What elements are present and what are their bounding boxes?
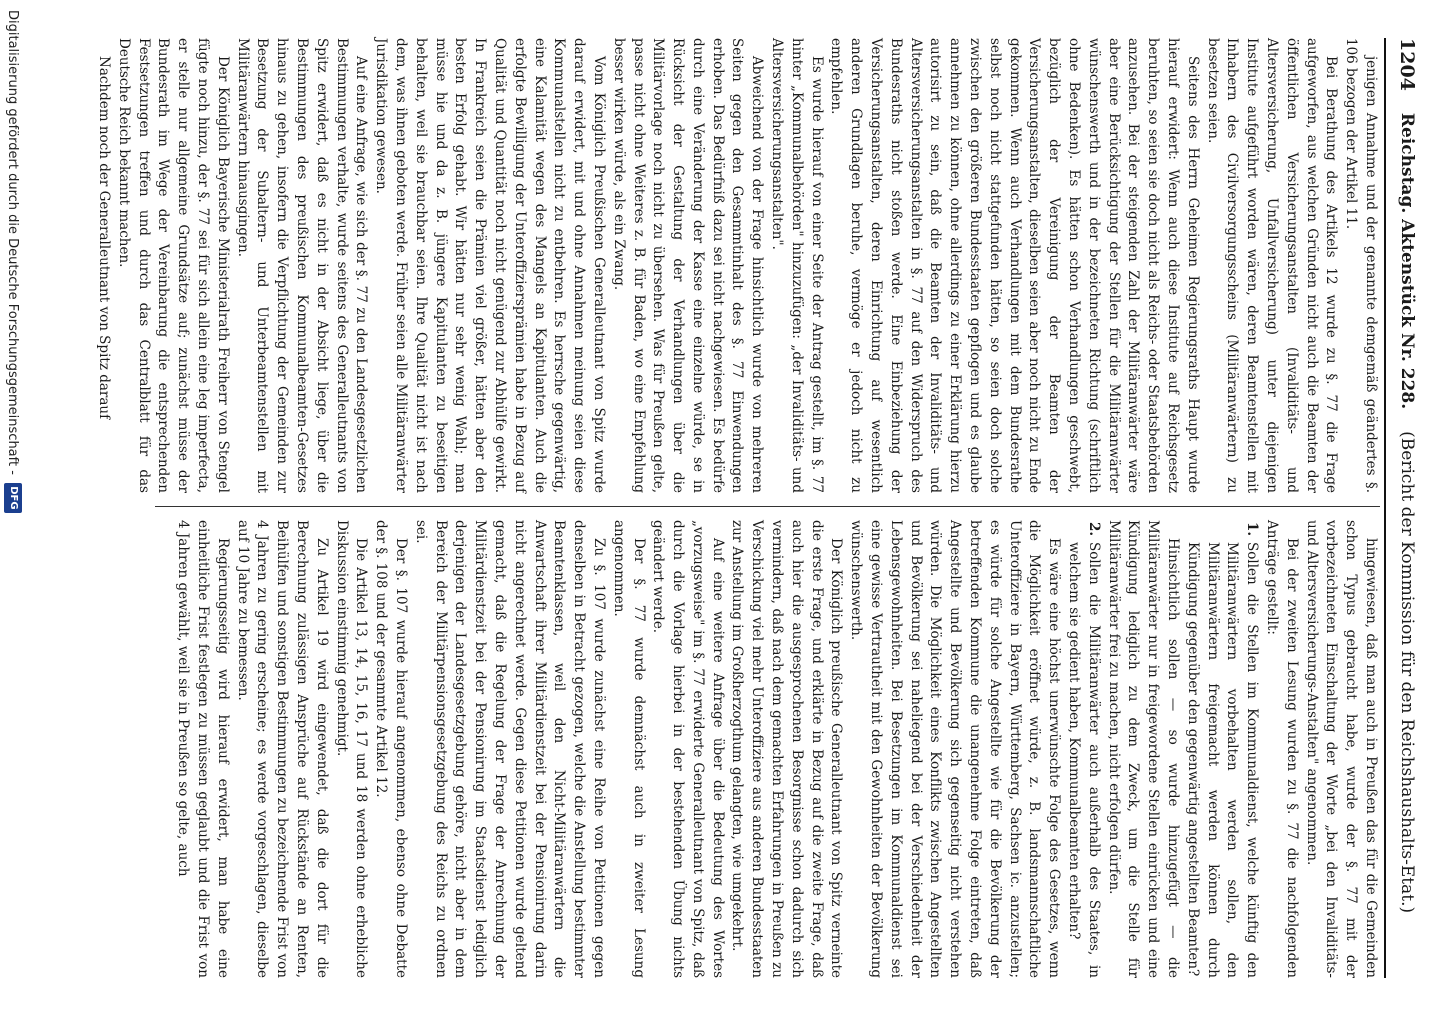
item-text: Sollen die Militäranwärter auch außerhalb des Staates, in welchem sie gedient haben, Kommunalbeamten erhalten? xyxy=(1066,542,1102,978)
paragraph: Die Artikel 13, 14, 15, 16, 17 und 18 werden ohne erhebliche Diskussion einstimmig genehmigt. xyxy=(333,520,370,978)
numbered-question xyxy=(1182,520,1261,978)
digitization-credit xyxy=(0,0,26,1010)
paragraph: Abweichend von der Frage hinsichtlich wurde von mehreren Seiten gegen den Gesammtinhalt des §. 77 Einwendungen erhoben. Das Bedürfniß dazu sei nicht nachgewiesen. Es bedürfe durch eine Veränderung der Kasse eine einzelne würde, se in Rücksicht der Gestaltung der Verhandlungen über die Militärvorlage noch nicht zu übersehen. Was für Preußen gelte, passe nicht ohne Weiteres z. B. für Baden, wo eine Empfehlung besser wirken würde, als ein Zwang. xyxy=(610,38,766,493)
header-rule xyxy=(1384,38,1386,978)
dfg-logo: DFG xyxy=(4,483,22,513)
paragraph: Zu §. 107 wurde zunächst eine Reihe von Petitionen gegen denselben in Betracht gezogen, welche die Anstellung bestimmter Beamtenklassen, weil den Nicht-Militäranwärtern die Anwartschaft ihrer Militärdienstzeit bei der Pensionirung darin nicht angerechnet werde. Gegen diese Petitionen wurde geltend gemacht, daß die Regelung der Frage der Anrechnung der Militärdienstzeit bei der Pensionirung im Staatsdienst lediglich derjenigen der Landesgesetzgebung gehöre, nicht aber in dem Bereich der Militärpensionsgesetzgebung des Reichs zu ordnen sei. xyxy=(412,520,607,978)
paragraph: Der §. 77 wurde demnächst auch in zweiter Lesung angenommen. xyxy=(610,520,647,978)
item-number: 1. xyxy=(1244,522,1261,537)
paragraph: Der Königlich preußische Generalleutnant von Spitz verneinte die erste Frage, und erklärte in Bezug auf die zweite Frage, daß auch hier die ausgesprochenen Besorgnisse schon dadurch sich vermindern, daß nach dem gemachten Erfahrungen in Preußen zu Verschickung viel mehr Unteroffiziere aus anderen Bundesstaaten zur Anstellung im Großherzogthum gelangten, wie umgekehrt. xyxy=(729,520,845,978)
credit-text: Digitalisierung gefördert durch die Deutsche Forschungsgemeinschaft - xyxy=(5,10,21,475)
numbered-question xyxy=(1063,520,1103,978)
paragraph: Es wurde hierauf von einer Seite der Antrag gestellt, im §. 77 hinter „Kommunalbehörden" hinzuzufügen: „der Invaliditäts- und Altersversicherungsanstalten". xyxy=(769,38,825,493)
paragraph: Der §. 107 wurde hierauf angenommen, ebenso ohne Debatte der §. 108 und der gesammte Artikel 12. xyxy=(373,520,409,978)
page-number: 1204 xyxy=(1396,38,1418,91)
page-title: Reichstag. Aktenstück Nr. 228. xyxy=(1397,112,1417,410)
paragraph: Vom Königlich Preußischen Generalleutnant von Spitz wurde darauf erwidert, mit und ohne Annahmen meinung seien diese Kommunalstellen nicht zu entbehren. Es herrsche gegenwärtig, eine Kalamität wegen des Mangels an Kapitulanten. Auch die erfolgte Bewilligung der Unteroffiziersprämien habe in Bezug auf Qualität und Quantität noch nicht genügend zur Abhülfe gewirkt. In Frankreich seien die Prämien viel größer, hätten aber den besten Erfolg gehabt. Wir hätten nur sehr wenig Wahl; man müsse hie und da z. B. jüngere Kapitulanten zu beseitigen behalten, weil sie brauchbar seien. Ihre Qualität nicht ist nach dem, was ihnen geboten werde. Früher seien alle Militäranwärter Jurisdikation gewesen. xyxy=(373,38,607,493)
right-column xyxy=(150,520,1380,978)
paragraph: Nachdem noch der Generalleutnant von Spitz darauf xyxy=(96,56,112,420)
paragraph: Es wäre eine höchst unerwünschte Folge des Gesetzes, wenn die Möglichkeit eröffnet würde, z. B. landsmannschaftliche Unteroffiziere in Bayern, Württemberg, Sachsen ic. anzustellen; es würde für solche Angestellte wie für die Bevölkerung der betreffenden Kommune die unangenehme Folge eintreten, daß Angestellte und Bevölkerung sich gegenseitig nicht verstehen würden. Die Möglichkeit eines Konflikts zwischen Angestellten und Bevölkerung sei naheliegend bei der Verschiedenheit der Lebensgewohnheiten. Bei Besetzungen im Kommunaldienst sei eine gewisse Vertrautheit mit den Gewohnheiten der Bevölkerung wünschenswerth. xyxy=(848,520,1063,978)
page-subtitle: (Bericht der Kommission für den Reichshaushalts-Etat.) xyxy=(1397,431,1417,914)
page-header xyxy=(1388,38,1426,978)
item-text: Sollen die Stellen im Kommunaldienst, welche künftig den Militäranwärtern vorbehalten werden sollen, den Militäranwärtern freigemacht werden können durch Kündigung gegenüber den gegenwärtig angestellten Beamten? xyxy=(1184,542,1261,978)
column-divider xyxy=(155,506,1380,507)
item-number: 2. xyxy=(1085,522,1102,537)
paragraph: Regierungsseitig wird hierauf erwidert, man habe eine einheitliche Frist festlegen zu müssen geglaubt und die Frist von 4 Jahren gewählt, weil sie in Preußen so gelte, auch xyxy=(175,520,231,978)
paragraph: Bei der zweiten Lesung wurden zu §. 77 die nachfolgenden Anträge gestellt: xyxy=(1264,520,1300,978)
paragraph: Auf eine weitere Anfrage über die Bedeutung des Wortes „vorzugsweise" im §. 77 erwiderte Generalleutnant von Spitz, daß durch die Vorlage hierbei in der bestehenden Übung nichts geändert werde. xyxy=(650,520,726,978)
paragraph: Bei Berathung des Artikels 12 wurde zu §. 77 die Frage aufgeworfen, aus welchen Gründen nicht auch die Beamten der öffentlichen Versicherungsanstalten (Invaliditäts- und Altersversicherung, Unfallversicherung) unter diejenigen Institute aufgeführt worden wären, deren Beamtenstellen mit Inhabern des Civilversorgungsscheins (Militäranwärtern) zu besetzen seien. xyxy=(1204,38,1340,493)
paragraph: Auf eine Anfrage, wie sich der §. 77 zu den Landesgesetzlichen Bestimmungen verhalte, wurde seitens des Generalleutnants von Spitz erwidert, daß es nicht in der Absicht liege, über die Bestimmungen des preußischen Kommunalbeamten-Gesetzes hinaus zu gehen, insofern die Verpflichtung der Gemeinden zur Besetzung der Subaltern- und Unterbeamtenstellen mit Militäranwärtern hinausgingen. xyxy=(234,38,370,493)
paragraph: hingewiesen, daß man auch in Preußen das für die Gemeinden schon Typus gebraucht habe, wurde der §. 77 mit der vorbezeichneten Einschaltung der Worte „bei den Invaliditäts- und Altersversicherungs-Anstalten" angenommen. xyxy=(1303,520,1379,978)
paragraph: Der Königlich Bayerische Ministerialrath Freiherr von Stengel fügte noch hinzu, der §. 77 sei für sich allein eine leg imperfecta, er stelle nur allgemeine Grundsätze auf; zunächst müsse der Bundesrath im Wege der Vereinbarung die entsprechenden Festsetzungen treffen und durch das Centralblatt für das Deutsche Reich bekannt machen. xyxy=(115,38,231,493)
left-column xyxy=(96,38,1380,493)
paragraph: jenigen Annahme und der genannte demgemäß geändertes §. 106 bezogen der Artikel 11. xyxy=(1343,38,1379,493)
paragraph: Seitens des Herrn Geheimen Regierungsraths Haupt wurde hierauf erwidert: Wenn auch diese Institute auf Reichsgesetz beruhten, so seien sie doch nicht als Reichs- oder Staatsbehörden anzusehen. Bei der steigenden Zahl der Militäranwärter wäre aber eine Berücksichtigung der Stellen für die Militäranwärter wünschenswerth und in der bezeichneten Richtung (schriftlich ohne Bedenken). Es hätten schon Verhandlungen geschwebt, bezüglich der Vereinigung der Beamten der Versicherungsanstalten, dieselben seien aber noch nicht zu Ende gekommen. Wenn auch Verhandlungen mit dem Bundesrathe selbst noch nicht stattgefunden hätten, so seien doch solche zwischen den größeren Bundesstaaten gepflogen und es glaube annehmen zu können, ohne allerdings zu einer Erklärung hierzu autorisirt zu sein, daß die Beamten der Invaliditäts- und Altersversicherungsanstalten in §. 77 auf den Widerspruch des Bundesraths nicht stoßen werde. Eine Einbeziehung der Versicherungsanstalten, deren Einrichtung auf wesentlich anderen Grundlagen beruhe, vermöge er jedoch nicht zu empfehlen. xyxy=(828,38,1201,493)
paragraph: Zu Artikel 19 wird eingewendet, daß die dort für die Berechnung zulässigen Ansprüche auf Rückstände an Renten, Beihülfen und sonstigen Bestimmungen zu bezeichnende Frist von 4 Jahren zu gering erscheine; es werde vorgeschlagen, dieselbe auf 10 Jahre zu bemessen. xyxy=(234,520,330,978)
paragraph: Hinsichtlich sollen — so wurde hinzugefügt — die Militäranwärter nur in freigewordene Stellen einrücken und eine Kündigung lediglich zu dem Zweck, um die Stelle für Militäranwärter frei zu machen, nicht erfolgen dürfen. xyxy=(1105,520,1182,978)
